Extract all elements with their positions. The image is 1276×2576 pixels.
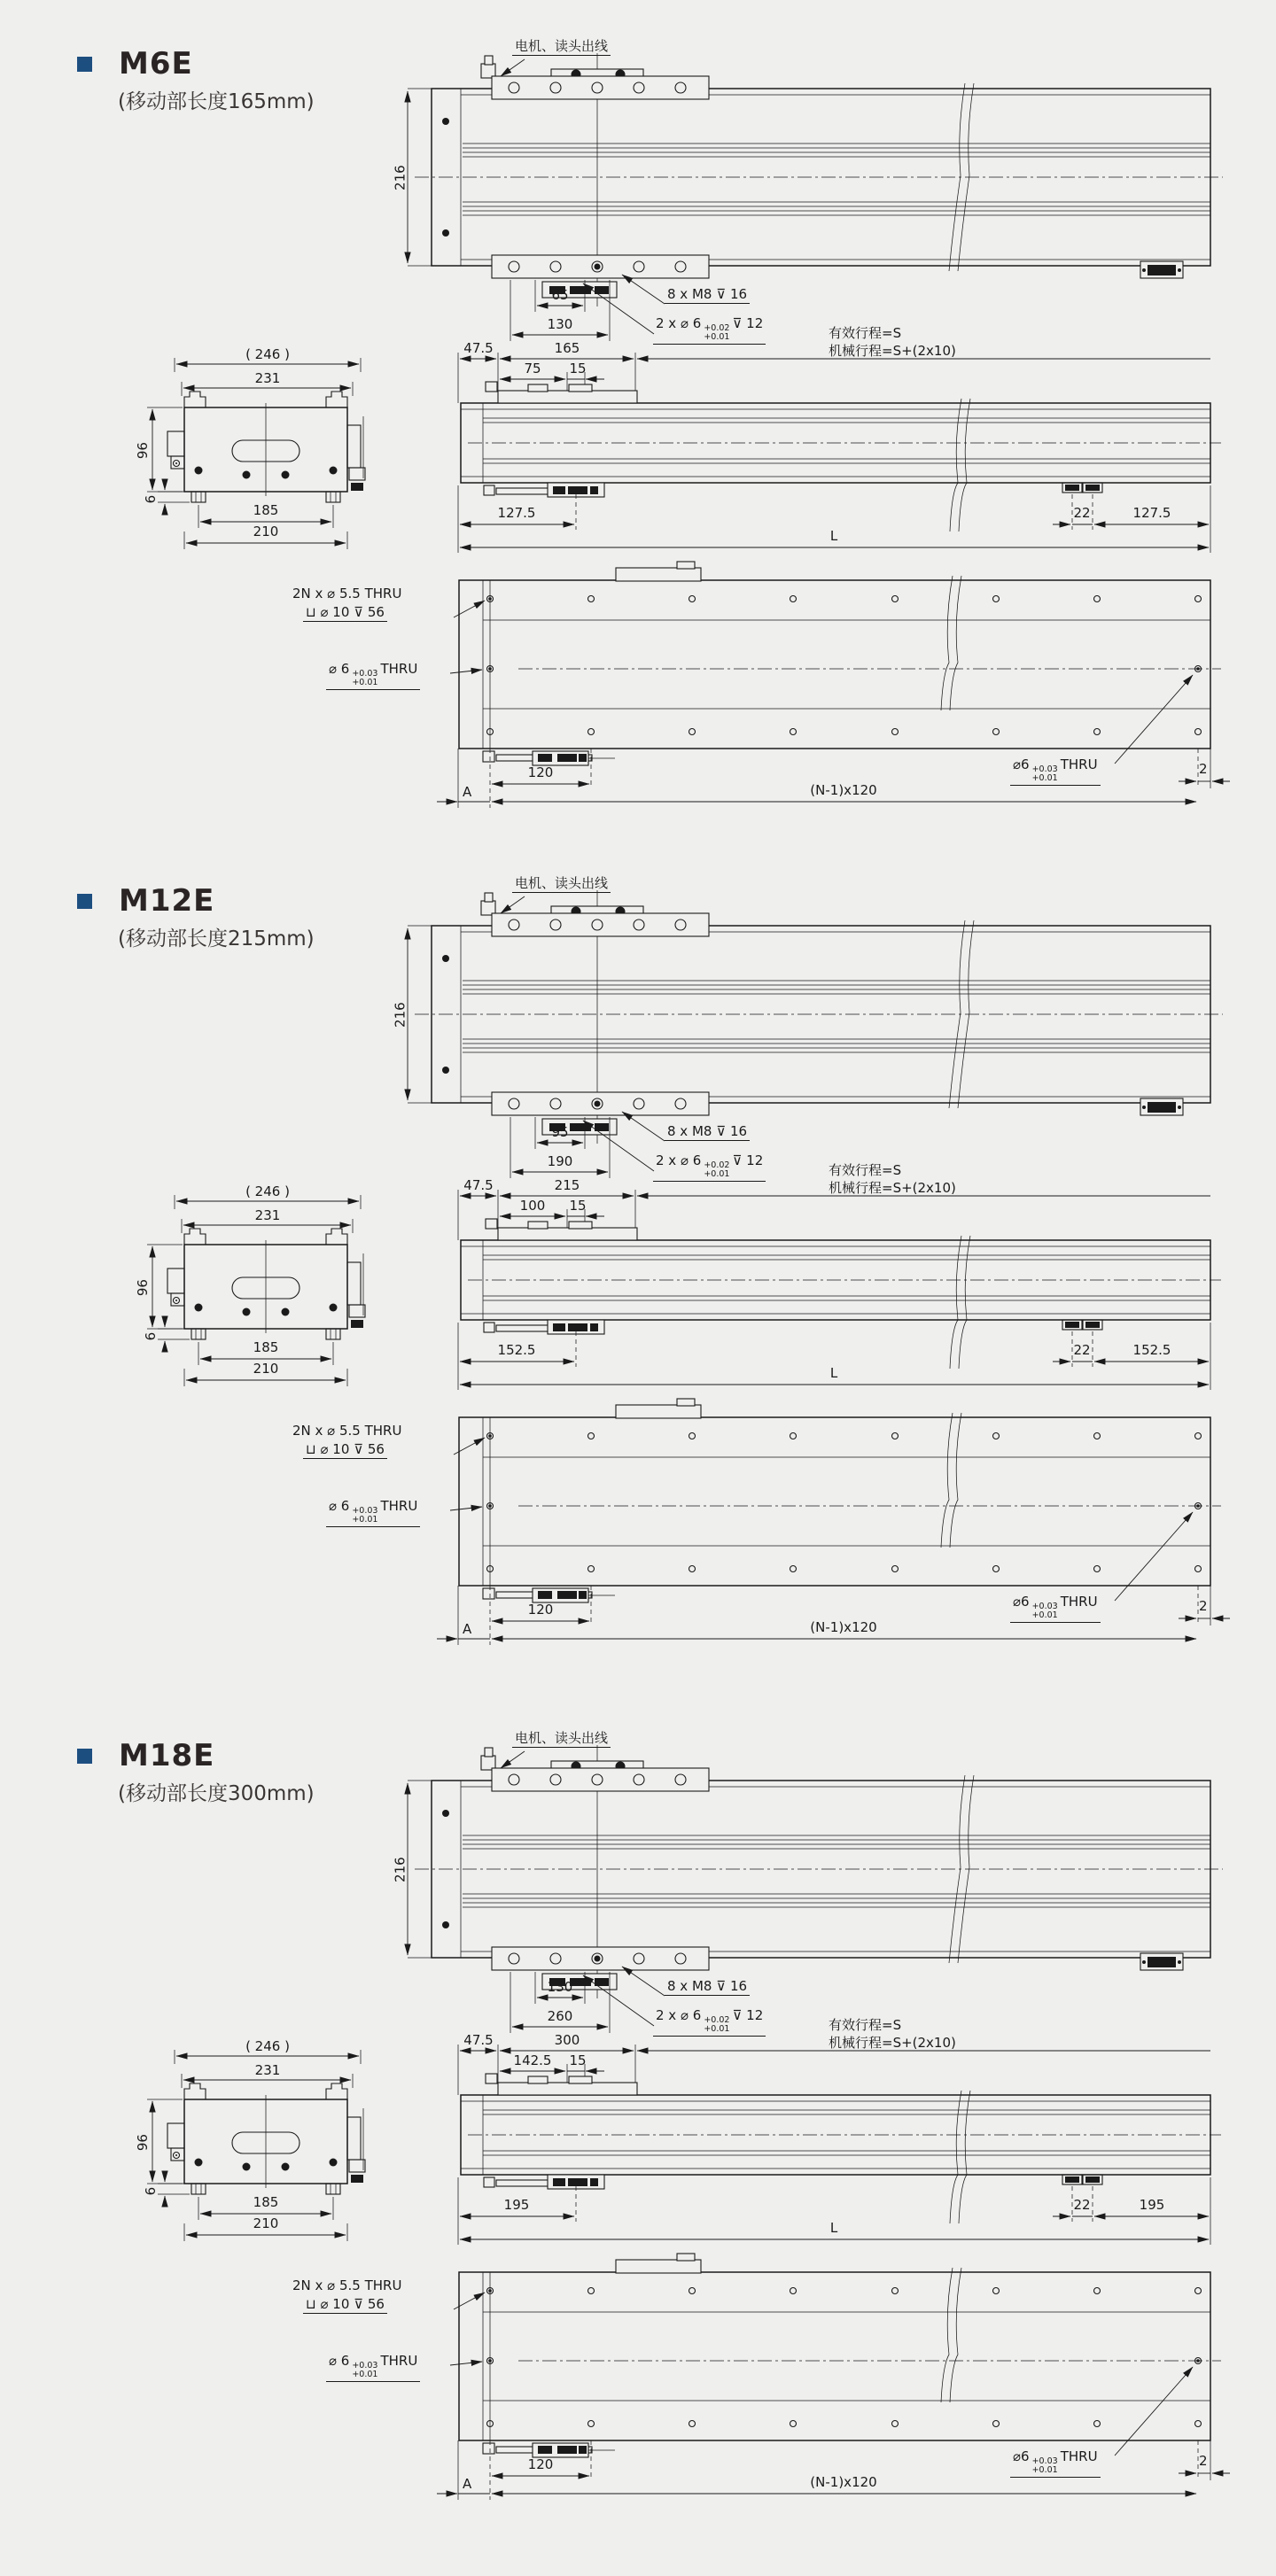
cable-exit-label: 电机、读头出线 xyxy=(512,1731,611,1748)
dim-total-length-L: L xyxy=(829,528,838,544)
dim-overall-246: ( 246 ) xyxy=(245,346,290,362)
dim-height-216: 216 xyxy=(392,165,408,190)
datum-label-A: A xyxy=(463,1621,472,1637)
dim-height-216: 216 xyxy=(392,1002,408,1028)
dim-foot-6: 6 xyxy=(143,494,160,504)
dim-total-length-L: L xyxy=(829,1365,838,1381)
datum-label-A: A xyxy=(463,2476,472,2492)
section-subtitle: (移动部长度165mm) xyxy=(118,90,315,113)
dim-front: 75 xyxy=(524,361,541,376)
technical-drawing xyxy=(0,0,1276,837)
pin-thru-note: ⌀ 6 +0.03 +0.01 THRU xyxy=(326,662,420,690)
end-view-drawing xyxy=(147,358,365,549)
cbore-note-line1: 2N x ⌀ 5.5 THRU xyxy=(292,2277,402,2293)
top-view-drawing xyxy=(408,1745,1223,2033)
section-subtitle: (移动部长度300mm) xyxy=(118,1782,315,1805)
dim-front: 100 xyxy=(519,1198,546,1214)
dim-height-216: 216 xyxy=(392,1857,408,1882)
dim-left-offset: 195 xyxy=(503,2197,530,2213)
stroke-note-mechanical: 机械行程=S+(2x10) xyxy=(829,1180,956,1196)
bottom-view-drawing xyxy=(437,562,1230,808)
right-pin-thru-note: ⌀6 +0.03 +0.01 THRU xyxy=(1010,2449,1101,2478)
section-title: M12E xyxy=(119,883,215,919)
cbore-note-line1: 2N x ⌀ 5.5 THRU xyxy=(292,586,402,601)
dim-hole-pattern: (N-1)x120 xyxy=(810,1619,877,1635)
section-m6e xyxy=(0,0,1276,837)
dim-front: 142.5 xyxy=(513,2052,552,2068)
dim-gap-22: 22 xyxy=(1073,1342,1091,1358)
dim-width-210: 210 xyxy=(253,524,279,539)
dim-right-offset: 152.5 xyxy=(1132,1342,1171,1358)
pin-hole-note: 2 x ⌀ 6 +0.02 +0.01 ⊽ 12 xyxy=(653,1153,766,1182)
cbore-note-line2: ⊔ ⌀ 10 ⊽ 56 xyxy=(303,605,387,622)
datum-label-A: A xyxy=(463,784,472,800)
dim-table-length: 300 xyxy=(554,2032,580,2048)
dim-height-96: 96 xyxy=(134,1279,151,1297)
right-pin-thru-note: ⌀6 +0.03 +0.01 THRU xyxy=(1010,757,1101,786)
dim-edge-2: 2 xyxy=(1199,1598,1208,1614)
dim-hole-pattern: (N-1)x120 xyxy=(810,782,877,798)
pin-thru-note: ⌀ 6 +0.03 +0.01 THRU xyxy=(326,2354,420,2382)
thread-hole-note: 8 x M8 ⊽ 16 xyxy=(665,287,750,304)
stroke-note-mechanical: 机械行程=S+(2x10) xyxy=(829,2035,956,2051)
dim-width-231: 231 xyxy=(254,1207,281,1223)
pin-thru-note: ⌀ 6 +0.03 +0.01 THRU xyxy=(326,1499,420,1527)
dim-table-length: 215 xyxy=(554,1177,580,1193)
section-title: M18E xyxy=(119,1738,215,1773)
thread-hole-note: 8 x M8 ⊽ 16 xyxy=(665,1979,750,1996)
bottom-view-drawing xyxy=(437,1399,1230,1645)
technical-drawing xyxy=(0,1692,1276,2529)
dim-width-185: 185 xyxy=(253,2194,279,2210)
dim-mid-15: 15 xyxy=(569,2052,587,2068)
dim-width-185: 185 xyxy=(253,502,279,518)
dim-width-185: 185 xyxy=(253,1339,279,1355)
side-view-drawing xyxy=(458,2045,1221,2245)
cbore-note-line2: ⊔ ⌀ 10 ⊽ 56 xyxy=(303,1442,387,1459)
dim-width-210: 210 xyxy=(253,2215,279,2231)
dim-foot-6: 6 xyxy=(143,1331,160,1341)
stroke-note-effective: 有效行程=S xyxy=(829,2017,902,2033)
end-view-drawing xyxy=(147,2050,365,2241)
dim-hole-span-outer: 130 xyxy=(547,316,573,332)
dim-edge-2: 2 xyxy=(1199,2453,1208,2469)
dim-gap-22: 22 xyxy=(1073,505,1091,521)
cbore-note-line1: 2N x ⌀ 5.5 THRU xyxy=(292,1423,402,1439)
dim-right-offset: 127.5 xyxy=(1132,505,1171,521)
top-view-drawing xyxy=(408,890,1223,1178)
dim-hole-span-inner: 130 xyxy=(547,1979,573,1995)
dim-gap-22: 22 xyxy=(1073,2197,1091,2213)
dim-hole-pattern: (N-1)x120 xyxy=(810,2474,877,2490)
dim-pitch-120: 120 xyxy=(527,2456,554,2472)
dim-lead-47-5: 47.5 xyxy=(463,340,494,356)
dim-width-231: 231 xyxy=(254,2062,281,2078)
dim-lead-47-5: 47.5 xyxy=(463,2032,494,2048)
cbore-note-line2: ⊔ ⌀ 10 ⊽ 56 xyxy=(303,2297,387,2314)
section-subtitle: (移动部长度215mm) xyxy=(118,927,315,950)
dim-height-96: 96 xyxy=(134,442,151,460)
dim-hole-span-outer: 190 xyxy=(547,1153,573,1169)
side-view-drawing xyxy=(458,1190,1221,1390)
pin-hole-note: 2 x ⌀ 6 +0.02 +0.01 ⊽ 12 xyxy=(653,2008,766,2037)
dim-height-96: 96 xyxy=(134,2134,151,2152)
dim-lead-47-5: 47.5 xyxy=(463,1177,494,1193)
dim-overall-246: ( 246 ) xyxy=(245,2038,290,2054)
dim-pitch-120: 120 xyxy=(527,764,554,780)
dim-width-210: 210 xyxy=(253,1361,279,1377)
dim-edge-2: 2 xyxy=(1199,761,1208,777)
top-view-drawing xyxy=(408,53,1223,341)
section-m18e xyxy=(0,1692,1276,2529)
dim-overall-246: ( 246 ) xyxy=(245,1183,290,1199)
dim-width-231: 231 xyxy=(254,370,281,386)
cable-exit-label: 电机、读头出线 xyxy=(512,39,611,56)
dim-left-offset: 152.5 xyxy=(497,1342,536,1358)
dim-hole-span-inner: 95 xyxy=(551,1124,569,1140)
bottom-view-drawing xyxy=(437,2254,1230,2500)
stroke-note-mechanical: 机械行程=S+(2x10) xyxy=(829,343,956,359)
thread-hole-note: 8 x M8 ⊽ 16 xyxy=(665,1124,750,1141)
dim-mid-15: 15 xyxy=(569,1198,587,1214)
section-title: M6E xyxy=(119,46,193,81)
stroke-note-effective: 有效行程=S xyxy=(829,1162,902,1178)
dim-hole-span-inner: 65 xyxy=(551,287,569,303)
pin-hole-note: 2 x ⌀ 6 +0.02 +0.01 ⊽ 12 xyxy=(653,316,766,345)
stroke-note-effective: 有效行程=S xyxy=(829,325,902,341)
cable-exit-label: 电机、读头出线 xyxy=(512,876,611,893)
end-view-drawing xyxy=(147,1195,365,1386)
section-m12e xyxy=(0,837,1276,1674)
dim-hole-span-outer: 260 xyxy=(547,2008,573,2024)
dim-left-offset: 127.5 xyxy=(497,505,536,521)
technical-drawing xyxy=(0,837,1276,1674)
dim-table-length: 165 xyxy=(554,340,580,356)
dim-pitch-120: 120 xyxy=(527,1602,554,1618)
dim-right-offset: 195 xyxy=(1139,2197,1165,2213)
dim-mid-15: 15 xyxy=(569,361,587,376)
side-view-drawing xyxy=(458,353,1221,553)
dim-foot-6: 6 xyxy=(143,2186,160,2196)
right-pin-thru-note: ⌀6 +0.03 +0.01 THRU xyxy=(1010,1594,1101,1623)
dim-total-length-L: L xyxy=(829,2220,838,2236)
